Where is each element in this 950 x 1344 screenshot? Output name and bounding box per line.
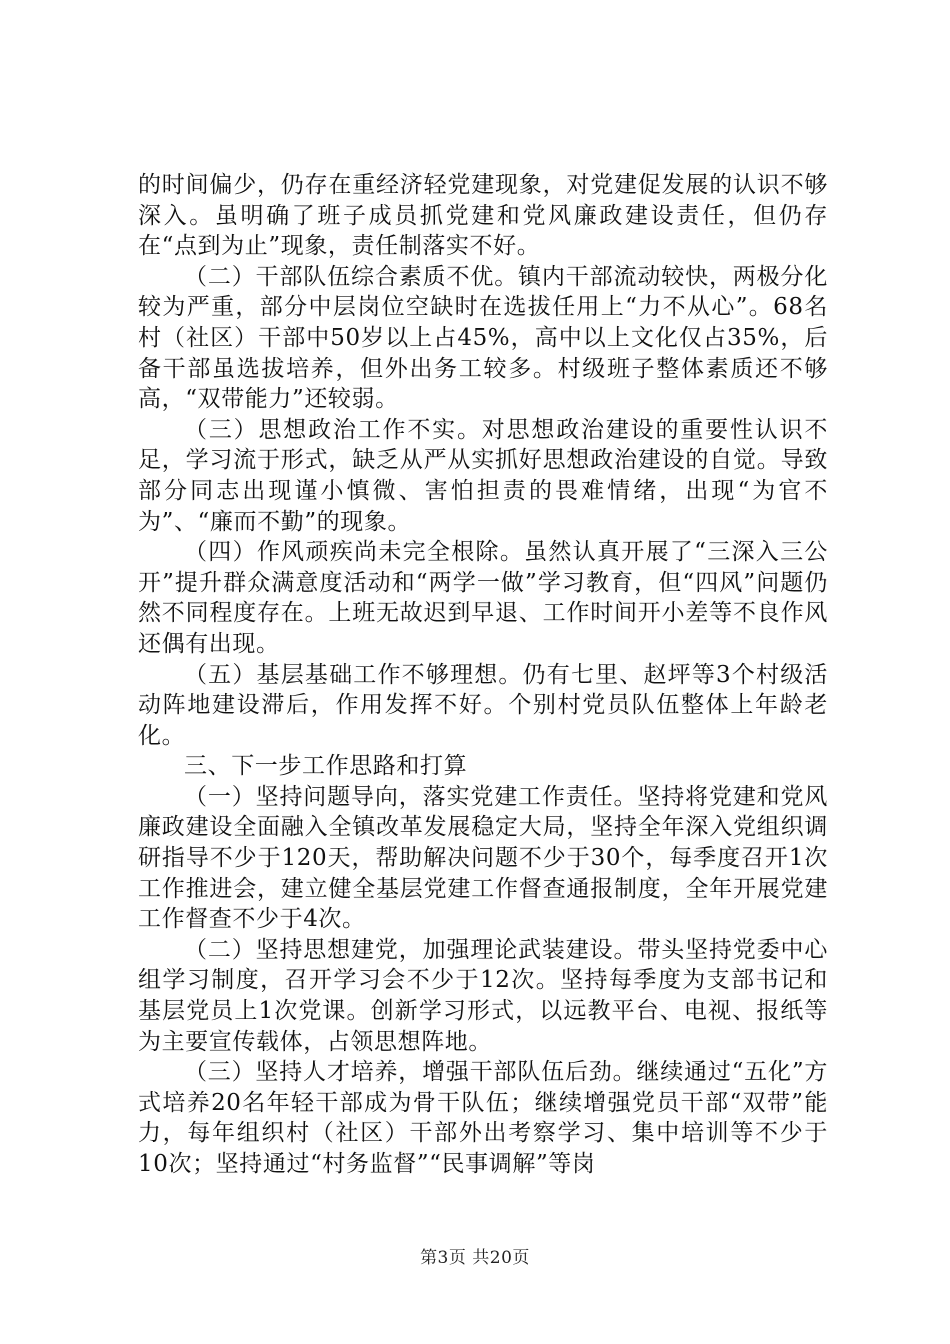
section-heading: 三、下一步工作思路和打算 <box>184 753 468 780</box>
paragraph-5: （五）基层基础工作不够理想。仍有七里、赵坪等3个村级活动阵地建设滞后，作用发挥不好。个别村党员队伍整体上年龄老化。 <box>138 661 828 749</box>
paragraph-6: （一）坚持问题导向，落实党建工作责任。坚持将党建和党风廉政建设全面融入全镇改革发展稳定大局，坚持全年深入党组织调研指导不少于120天，帮助解决问题不少于30个，每季度召开1次工作推进会，建立健全基层党建工作督查通报制度，全年开展党建工作督查不少于4次。 <box>138 783 828 933</box>
paragraph-2: （二）干部队伍综合素质不优。镇内干部流动较快，两极分化较为严重，部分中层岗位空缺时在选拔任用上“力不从心”。68名村（社区）干部中50岁以上占45%，高中以上文化仅占35%，后备干部虽选拔培养，但外出务工较多。村级班子整体素质还不够高，“双带能力”还较弱。 <box>138 263 828 413</box>
paragraph-1: 的时间偏少，仍存在重经济轻党建现象，对党建促发展的认识不够深入。虽明确了班子成员抓党建和党风廉政建设责任，但仍存在“点到为止”现象，责任制落实不好。 <box>138 172 828 260</box>
paragraph-3: （三）思想政治工作不实。对思想政治建设的重要性认识不足，学习流于形式，缺乏从严从实抓好思想政治建设的自觉。导致部分同志出现谨小慎微、害怕担责的畏难情绪，出现“为官不为”、“廉而不勤”的现象。 <box>138 416 828 535</box>
document-body <box>138 170 828 1180</box>
page-footer: 第3页 共20页 <box>420 1248 530 1268</box>
paragraph-7: （二）坚持思想建党，加强理论武装建设。带头坚持党委中心组学习制度，召开学习会不少于12次。坚持每季度为支部书记和基层党员上1次党课。创新学习形式，以远教平台、电视、报纸等为主要宣传载体，占领思想阵地。 <box>138 936 828 1055</box>
paragraph-8: （三）坚持人才培养，增强干部队伍后劲。继续通过“五化”方式培养20名年轻干部成为骨干队伍；继续增强党员干部“双带”能力，每年组织村（社区）干部外出考察学习、集中培训等不少于10次；坚持通过“村务监督”“民事调解”等岗 <box>138 1059 828 1177</box>
paragraph-4: （四）作风顽疾尚未完全根除。虽然认真开展了“三深入三公开”提升群众满意度活动和“两学一做”学习教育，但“四风”问题仍然不同程度存在。上班无故迟到早退、工作时间开小差等不良作风还偶有出现。 <box>138 539 828 657</box>
